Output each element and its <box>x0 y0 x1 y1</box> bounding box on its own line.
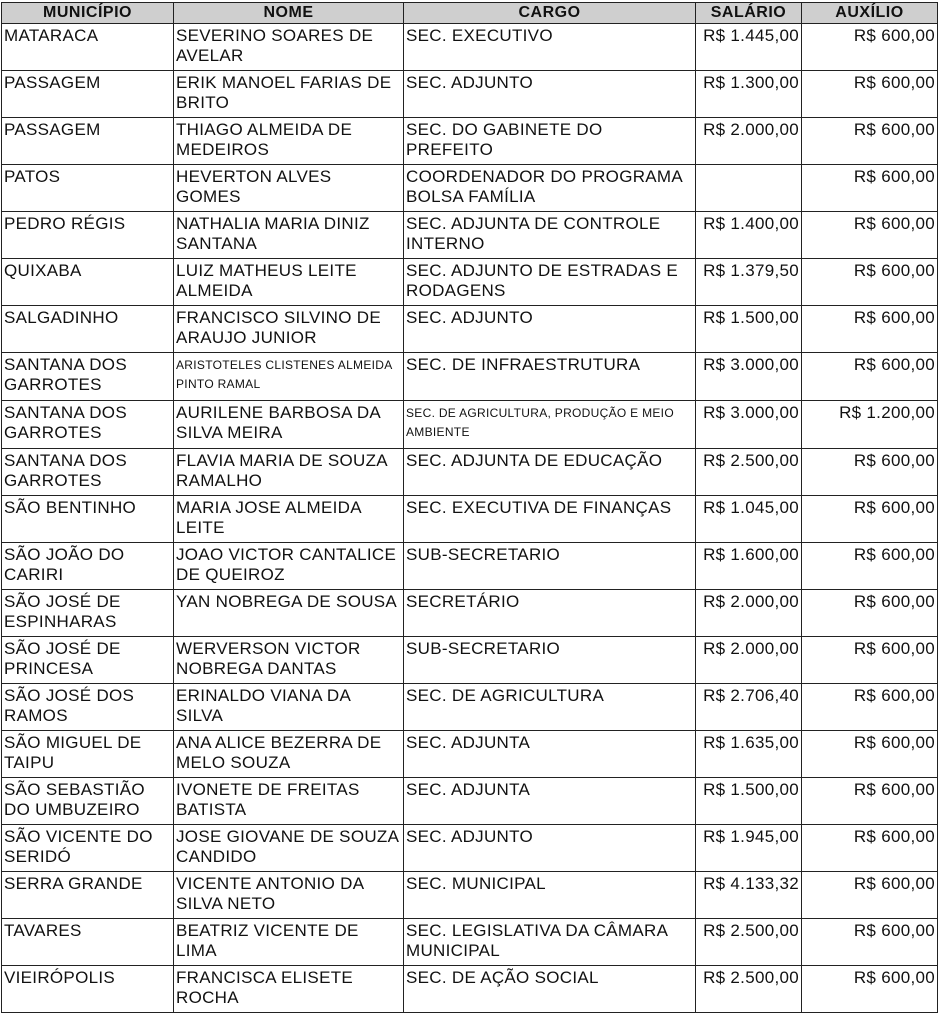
cell-salario: R$ 4.133,32 <box>696 872 802 919</box>
cell-auxilio: R$ 600,00 <box>802 637 938 684</box>
cell-cargo: SEC. ADJUNTA DE CONTROLE INTERNO <box>404 212 696 259</box>
cell-auxilio: R$ 600,00 <box>802 212 938 259</box>
cell-municipio: SERRA GRANDE <box>2 872 174 919</box>
cell-auxilio: R$ 600,00 <box>802 118 938 165</box>
cell-nome: ERIK MANOEL FARIAS DE BRITO <box>174 71 404 118</box>
cell-salario: R$ 1.945,00 <box>696 825 802 872</box>
cell-cargo: SEC. ADJUNTA <box>404 778 696 825</box>
cell-cargo: SEC. DE AGRICULTURA <box>404 684 696 731</box>
cell-nome: JOAO VICTOR CANTALICE DE QUEIROZ <box>174 543 404 590</box>
table-row <box>2 496 938 543</box>
cell-salario: R$ 1.635,00 <box>696 731 802 778</box>
table-row <box>2 401 938 449</box>
cell-cargo: SEC. DO GABINETE DO PREFEITO <box>404 118 696 165</box>
cell-municipio: PEDRO RÉGIS <box>2 212 174 259</box>
cell-cargo: SEC. ADJUNTO DE ESTRADAS E RODAGENS <box>404 259 696 306</box>
cell-auxilio: R$ 600,00 <box>802 449 938 496</box>
cell-cargo: SEC. ADJUNTO <box>404 306 696 353</box>
table-row <box>2 966 938 1013</box>
cell-nome: SEVERINO SOARES DE AVELAR <box>174 24 404 71</box>
column-header-municipio: MUNICÍPIO <box>2 3 174 24</box>
cell-cargo: SEC. MUNICIPAL <box>404 872 696 919</box>
cell-cargo: SUB-SECRETARIO <box>404 637 696 684</box>
table-row <box>2 778 938 825</box>
cell-nome: WERVERSON VICTOR NOBREGA DANTAS <box>174 637 404 684</box>
cell-salario: R$ 3.000,00 <box>696 401 802 449</box>
cell-auxilio: R$ 600,00 <box>802 259 938 306</box>
table-row <box>2 353 938 401</box>
cell-auxilio: R$ 600,00 <box>802 496 938 543</box>
cell-cargo: SEC. LEGISLATIVA DA CÂMARA MUNICIPAL <box>404 919 696 966</box>
cell-nome: ANA ALICE BEZERRA DE MELO SOUZA <box>174 731 404 778</box>
cell-nome: MARIA JOSE ALMEIDA LEITE <box>174 496 404 543</box>
cell-municipio: PATOS <box>2 165 174 212</box>
cell-cargo: SUB-SECRETARIO <box>404 543 696 590</box>
cell-nome: JOSE GIOVANE DE SOUZA CANDIDO <box>174 825 404 872</box>
cell-auxilio: R$ 600,00 <box>802 778 938 825</box>
table-row <box>2 259 938 306</box>
cell-nome: FLAVIA MARIA DE SOUZA RAMALHO <box>174 449 404 496</box>
cell-cargo: SECRETÁRIO <box>404 590 696 637</box>
cell-salario: R$ 1.445,00 <box>696 24 802 71</box>
table-row <box>2 731 938 778</box>
cell-cargo: SEC. ADJUNTA <box>404 731 696 778</box>
table-row <box>2 543 938 590</box>
table-row <box>2 71 938 118</box>
table-row <box>2 590 938 637</box>
cell-cargo: SEC. ADJUNTA DE EDUCAÇÃO <box>404 449 696 496</box>
column-header-cargo: CARGO <box>404 3 696 24</box>
table-header-row <box>2 3 938 24</box>
table-row <box>2 306 938 353</box>
cell-nome: VICENTE ANTONIO DA SILVA NETO <box>174 872 404 919</box>
cell-nome: BEATRIZ VICENTE DE LIMA <box>174 919 404 966</box>
cell-salario: R$ 3.000,00 <box>696 353 802 401</box>
table-row <box>2 165 938 212</box>
cell-auxilio: R$ 600,00 <box>802 306 938 353</box>
cell-nome: FRANCISCO SILVINO DE ARAUJO JUNIOR <box>174 306 404 353</box>
cell-salario: R$ 2.706,40 <box>696 684 802 731</box>
cell-salario: R$ 2.500,00 <box>696 919 802 966</box>
cell-auxilio: R$ 600,00 <box>802 24 938 71</box>
cell-municipio: PASSAGEM <box>2 71 174 118</box>
cell-municipio: SÃO JOÃO DO CARIRI <box>2 543 174 590</box>
cell-nome: ERINALDO VIANA DA SILVA <box>174 684 404 731</box>
column-header-salario: SALÁRIO <box>696 3 802 24</box>
cell-salario: R$ 1.500,00 <box>696 778 802 825</box>
table-row <box>2 449 938 496</box>
cell-cargo: SEC. DE AGRICULTURA, PRODUÇÃO E MEIO AMBIENTE <box>404 401 696 449</box>
cell-nome: FRANCISCA ELISETE ROCHA <box>174 966 404 1013</box>
cell-nome: YAN NOBREGA DE SOUSA <box>174 590 404 637</box>
cell-salario: R$ 1.045,00 <box>696 496 802 543</box>
cell-auxilio: R$ 600,00 <box>802 165 938 212</box>
cell-municipio: SÃO MIGUEL DE TAIPU <box>2 731 174 778</box>
cell-municipio: SÃO JOSÉ DE ESPINHARAS <box>2 590 174 637</box>
cell-auxilio: R$ 600,00 <box>802 684 938 731</box>
table-row <box>2 919 938 966</box>
cell-auxilio: R$ 600,00 <box>802 590 938 637</box>
table-row <box>2 872 938 919</box>
cell-salario: R$ 2.000,00 <box>696 118 802 165</box>
cell-municipio: SÃO VICENTE DO SERIDÓ <box>2 825 174 872</box>
cell-salario: R$ 1.379,50 <box>696 259 802 306</box>
table-row <box>2 24 938 71</box>
cell-salario: R$ 2.500,00 <box>696 449 802 496</box>
cell-salario: R$ 2.000,00 <box>696 637 802 684</box>
cell-auxilio: R$ 600,00 <box>802 353 938 401</box>
cell-municipio: SALGADINHO <box>2 306 174 353</box>
cell-municipio: SANTANA DOS GARROTES <box>2 401 174 449</box>
cell-auxilio: R$ 600,00 <box>802 71 938 118</box>
column-header-nome: NOME <box>174 3 404 24</box>
cell-auxilio: R$ 1.200,00 <box>802 401 938 449</box>
cell-municipio: SÃO JOSÉ DOS RAMOS <box>2 684 174 731</box>
cell-auxilio: R$ 600,00 <box>802 543 938 590</box>
cell-auxilio: R$ 600,00 <box>802 731 938 778</box>
cell-auxilio: R$ 600,00 <box>802 966 938 1013</box>
cell-municipio: SANTANA DOS GARROTES <box>2 449 174 496</box>
cell-salario: R$ 1.500,00 <box>696 306 802 353</box>
cell-municipio: SÃO BENTINHO <box>2 496 174 543</box>
cell-cargo: SEC. ADJUNTO <box>404 71 696 118</box>
table-row <box>2 637 938 684</box>
table-row <box>2 684 938 731</box>
cell-municipio: SÃO SEBASTIÃO DO UMBUZEIRO <box>2 778 174 825</box>
cell-salario: R$ 2.500,00 <box>696 966 802 1013</box>
cell-cargo: COORDENADOR DO PROGRAMA BOLSA FAMÍLIA <box>404 165 696 212</box>
table-row <box>2 118 938 165</box>
table-body <box>2 24 938 1013</box>
cell-salario <box>696 165 802 212</box>
cell-nome: IVONETE DE FREITAS BATISTA <box>174 778 404 825</box>
cell-nome: NATHALIA MARIA DINIZ SANTANA <box>174 212 404 259</box>
cell-nome: THIAGO ALMEIDA DE MEDEIROS <box>174 118 404 165</box>
cell-nome: HEVERTON ALVES GOMES <box>174 165 404 212</box>
servants-table <box>1 2 938 1013</box>
cell-municipio: SÃO JOSÉ DE PRINCESA <box>2 637 174 684</box>
cell-auxilio: R$ 600,00 <box>802 919 938 966</box>
cell-cargo: SEC. EXECUTIVA DE FINANÇAS <box>404 496 696 543</box>
cell-municipio: PASSAGEM <box>2 118 174 165</box>
cell-auxilio: R$ 600,00 <box>802 872 938 919</box>
table-row <box>2 212 938 259</box>
cell-salario: R$ 1.400,00 <box>696 212 802 259</box>
cell-nome: AURILENE BARBOSA DA SILVA MEIRA <box>174 401 404 449</box>
cell-cargo: SEC. ADJUNTO <box>404 825 696 872</box>
cell-cargo: SEC. DE AÇÃO SOCIAL <box>404 966 696 1013</box>
cell-auxilio: R$ 600,00 <box>802 825 938 872</box>
cell-nome: LUIZ MATHEUS LEITE ALMEIDA <box>174 259 404 306</box>
cell-salario: R$ 1.600,00 <box>696 543 802 590</box>
cell-municipio: QUIXABA <box>2 259 174 306</box>
cell-municipio: MATARACA <box>2 24 174 71</box>
cell-municipio: VIEIRÓPOLIS <box>2 966 174 1013</box>
cell-salario: R$ 1.300,00 <box>696 71 802 118</box>
cell-municipio: SANTANA DOS GARROTES <box>2 353 174 401</box>
column-header-auxilio: AUXÍLIO <box>802 3 938 24</box>
cell-salario: R$ 2.000,00 <box>696 590 802 637</box>
cell-cargo: SEC. EXECUTIVO <box>404 24 696 71</box>
table-row <box>2 825 938 872</box>
cell-nome: ARISTOTELES CLISTENES ALMEIDA PINTO RAMAL <box>174 353 404 401</box>
cell-cargo: SEC. DE INFRAESTRUTURA <box>404 353 696 401</box>
cell-municipio: TAVARES <box>2 919 174 966</box>
